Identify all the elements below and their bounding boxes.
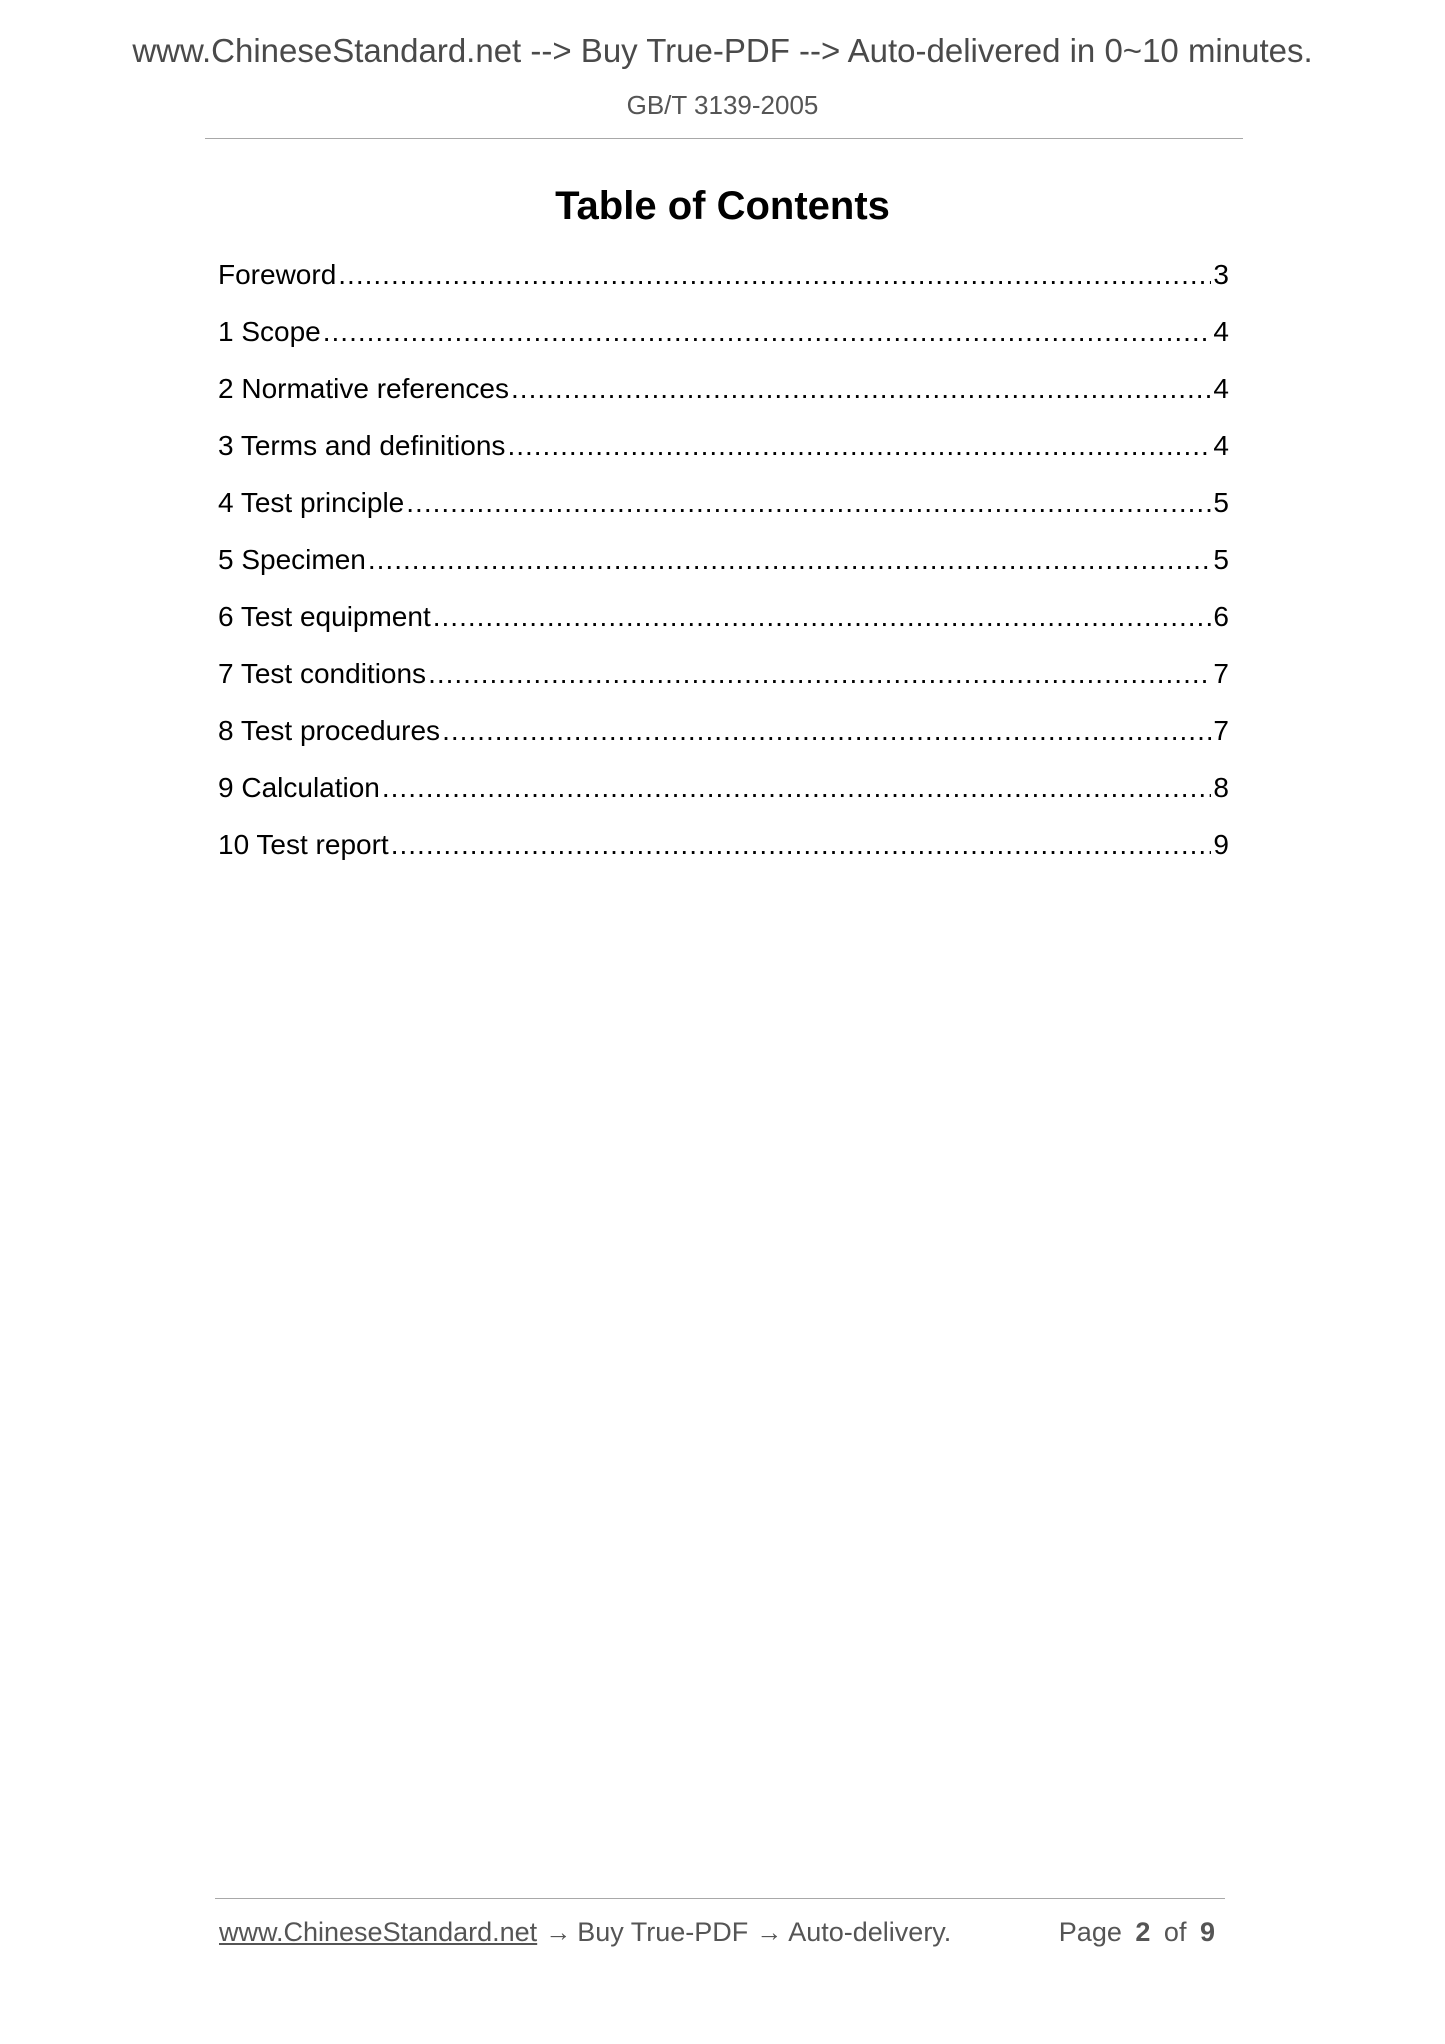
page-label: Page xyxy=(1058,1917,1122,1947)
toc-entry-test-principle[interactable] xyxy=(218,483,1229,540)
toc-entry-terms-and-definitions[interactable] xyxy=(218,426,1229,483)
document-code: GB/T 3139-2005 xyxy=(626,90,819,120)
toc-entry-page: 8 xyxy=(1213,772,1229,803)
toc-entry-label: 6 Test equipment xyxy=(218,601,431,632)
toc-entry-page: 7 xyxy=(1213,715,1229,746)
toc-dot-leader xyxy=(338,255,1211,295)
toc-entry-label: 1 Scope xyxy=(218,316,321,347)
toc-entry-page: 5 xyxy=(1213,544,1229,575)
total-page-count: 9 xyxy=(1199,1917,1215,1947)
footer-buy-text: Buy True-PDF xyxy=(577,1917,749,1947)
toc-entry-page: 4 xyxy=(1213,430,1229,461)
toc-entry-label: Foreword xyxy=(218,259,337,290)
top-banner: www.ChineseStandard.net --> Buy True-PDF --> Auto-delivered in 0~10 minutes. xyxy=(132,32,1313,69)
page-indicator xyxy=(1059,1917,1221,1948)
toc-entry-label: 4 Test principle xyxy=(218,487,405,518)
toc-entry-label: 9 Calculation xyxy=(218,772,380,803)
toc-entry-page: 5 xyxy=(1213,487,1229,518)
toc-entry-label: 2 Normative references xyxy=(218,373,510,404)
toc-entry-page: 6 xyxy=(1213,601,1229,632)
toc-entry-label: 10 Test report xyxy=(218,829,389,860)
toc-entry-page: 4 xyxy=(1213,316,1229,347)
toc-entry-page: 3 xyxy=(1213,259,1229,290)
toc-entry-scope[interactable] xyxy=(218,312,1229,369)
toc-dot-leader xyxy=(433,597,1212,637)
page-footer xyxy=(219,1917,1227,1948)
toc-dot-leader xyxy=(323,312,1212,352)
toc-dot-leader xyxy=(368,540,1212,580)
toc-entry-test-equipment[interactable] xyxy=(218,597,1229,654)
toc-title: Table of Contents xyxy=(555,184,890,228)
toc-entry-normative-references[interactable] xyxy=(218,369,1229,426)
toc-entry-foreword[interactable] xyxy=(218,255,1229,312)
right-arrow-icon: → xyxy=(756,1917,783,1947)
right-arrow-icon: → xyxy=(545,1917,572,1947)
toc-dot-leader xyxy=(406,483,1211,523)
toc-dot-leader xyxy=(382,768,1212,808)
page-of-label: of xyxy=(1163,1917,1187,1947)
toc-entry-label: 8 Test procedures xyxy=(218,715,441,746)
toc-entry-label: 7 Test conditions xyxy=(218,658,427,689)
toc-entry-test-conditions[interactable] xyxy=(218,654,1229,711)
toc-entry-page: 7 xyxy=(1213,658,1229,689)
toc-dot-leader xyxy=(442,711,1211,751)
current-page-number: 2 xyxy=(1135,1917,1151,1947)
toc-entry-specimen[interactable] xyxy=(218,540,1229,597)
header-divider xyxy=(205,138,1243,139)
toc-entry-calculation[interactable] xyxy=(218,768,1229,825)
toc-entry-test-report[interactable] xyxy=(218,825,1229,882)
toc-dot-leader xyxy=(428,654,1211,694)
footer-site-link[interactable]: www.ChineseStandard.net xyxy=(219,1917,538,1947)
toc-entry-page: 9 xyxy=(1213,829,1229,860)
table-of-contents xyxy=(218,255,1229,882)
toc-entry-label: 5 Specimen xyxy=(218,544,366,575)
toc-entry-page: 4 xyxy=(1213,373,1229,404)
toc-entry-test-procedures[interactable] xyxy=(218,711,1229,768)
toc-dot-leader xyxy=(391,825,1212,865)
toc-dot-leader xyxy=(511,369,1211,409)
footer-divider xyxy=(215,1898,1225,1899)
toc-entry-label: 3 Terms and definitions xyxy=(218,430,506,461)
footer-delivery-text: Auto-delivery. xyxy=(788,1917,952,1947)
toc-dot-leader xyxy=(507,426,1211,466)
